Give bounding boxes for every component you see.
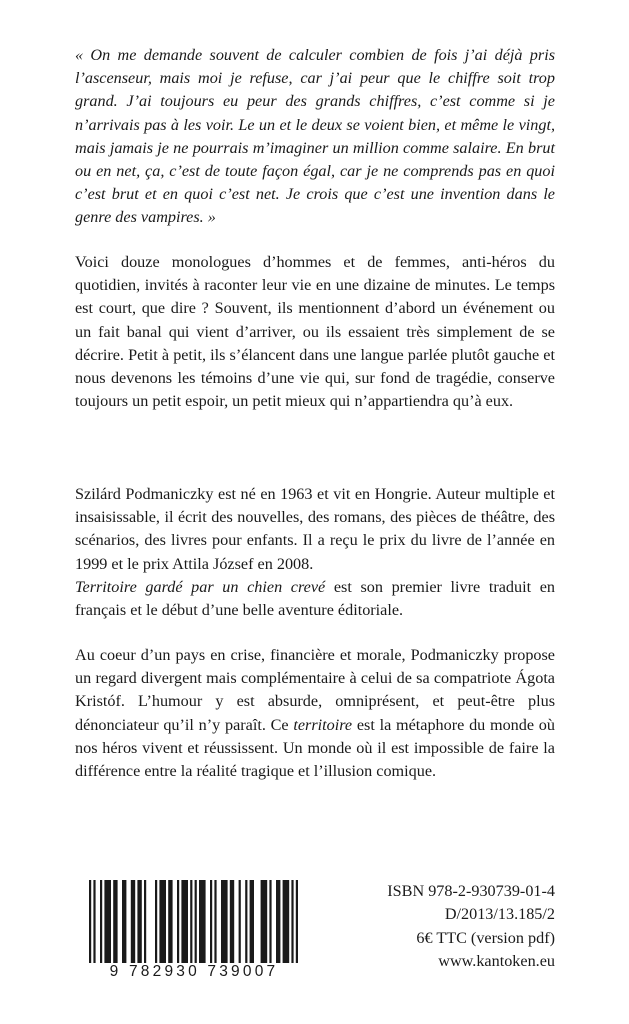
summary-text: Voici douze monologues d’hommes et de femmes, anti-héros du quotidien, invités à raconter leur vie en une dizaine de minutes. Le temps est court, que dire ? Souvent, ils mentionnent d’abord un événement ou un fait banal qui vient d’arriver, ou ils essaient très simplement de se décrire. Petit à petit, ils s’élancent dans une langue parlée plutôt gauche et nous devenons les témoins d’une vie qui, sur fond de tragédie, conserve toujours un petit espoir, un petit mieux qui n’appartiendra qu’à eux. bbox=[75, 253, 555, 411]
author-bio-text: Szilárd Podmaniczky est né en 1963 et vit en Hongrie. Auteur multiple et insaisissable, il écrit des nouvelles, des romans, des pièces de théâtre, des scénarios, des livres pour enfants. Il a reçu le prix du livre de l’année en 1999 et le prix Attila József en 2008. bbox=[75, 485, 555, 573]
barcode-bar bbox=[245, 880, 247, 976]
isbn: ISBN 978-2-930739-01-4 bbox=[387, 882, 555, 900]
barcode-bars bbox=[75, 880, 313, 976]
barcode-bar bbox=[137, 880, 141, 976]
barcode-digits: 9 782930 739007 bbox=[75, 963, 313, 981]
book-note bbox=[75, 576, 555, 622]
barcode-bar bbox=[104, 880, 111, 976]
barcode-bar bbox=[131, 880, 135, 976]
context-part-2: est la métaphore du monde où nos héros vivent et réussissent. Un monde où il est impossible de faire la différence entre la réalité tragique et l’illusion comique. bbox=[75, 715, 555, 781]
barcode-bar bbox=[159, 880, 166, 976]
publisher-website: www.kantoken.eu bbox=[438, 952, 555, 971]
barcode-bar bbox=[296, 880, 298, 976]
book-context bbox=[75, 644, 555, 783]
book-summary bbox=[75, 251, 555, 413]
barcode-bar bbox=[291, 880, 293, 976]
barcode-bar bbox=[144, 880, 146, 976]
book-title: Territoire gardé par un chien crevé bbox=[75, 577, 326, 596]
context-part-1: Au coeur d’un pays en crise, financière et morale, Podmaniczky propose un regard divergent mais complémentaire à celui de sa compatriote Ágota Kristóf. L’humour y est absurde, omniprésent, et peut-être plus dénonciateur qu’il n’y paraît. Ce bbox=[75, 646, 555, 734]
quote-text: « On me demande souvent de calculer combien de fois j’ai déjà pris l’ascenseur, mais moi je refuse, car j’ai peur que le chiffre soit trop grand. J’ai toujours eu peur des grands chiffres, c’est comme si je n’arrivais pas à les voir. Le un et le deux se voient bien, et même le vingt, mais jamais je ne pourrais m’imaginer un million comme salaire. En brut ou en net, ça, c’est de toute façon égal, car je ne comprends pas en quoi c’est brut et en quoi c’est net. Je crois que c’est une invention dans le genre des vampires. » bbox=[75, 46, 555, 227]
barcode-bar bbox=[89, 880, 91, 976]
barcode-bar bbox=[113, 880, 117, 976]
barcode-bar bbox=[283, 880, 290, 976]
barcode-bar bbox=[230, 880, 234, 976]
barcode-bar bbox=[214, 880, 216, 976]
back-cover-quote bbox=[75, 44, 555, 230]
publication-info bbox=[340, 880, 555, 974]
barcode-bar bbox=[181, 880, 188, 976]
barcode-bar bbox=[239, 880, 241, 976]
context-emphasis: territoire bbox=[293, 715, 353, 734]
book-note-text: est son premier livre traduit en français et le début d’une belle aventure éditoriale. bbox=[75, 577, 555, 620]
barcode-bar bbox=[210, 880, 212, 976]
barcode-bar bbox=[122, 880, 126, 976]
barcode-bar bbox=[190, 880, 192, 976]
barcode-bar bbox=[177, 880, 179, 976]
barcode-bar bbox=[168, 880, 172, 976]
barcode-bar bbox=[155, 880, 157, 976]
price: 6€ TTC (version pdf) bbox=[416, 928, 555, 947]
barcode-bar bbox=[93, 880, 95, 976]
barcode-bar bbox=[100, 880, 102, 976]
barcode-bar bbox=[276, 880, 280, 976]
barcode-bar bbox=[261, 880, 268, 976]
author-biography bbox=[75, 483, 555, 622]
barcode-bar bbox=[250, 880, 254, 976]
legal-deposit: D/2013/13.185/2 bbox=[444, 905, 555, 924]
barcode-bar bbox=[221, 880, 228, 976]
barcode-bar bbox=[195, 880, 197, 976]
context-text bbox=[75, 644, 555, 783]
barcode-bar bbox=[199, 880, 206, 976]
isbn-barcode bbox=[75, 880, 313, 988]
barcode-bar bbox=[269, 880, 271, 976]
